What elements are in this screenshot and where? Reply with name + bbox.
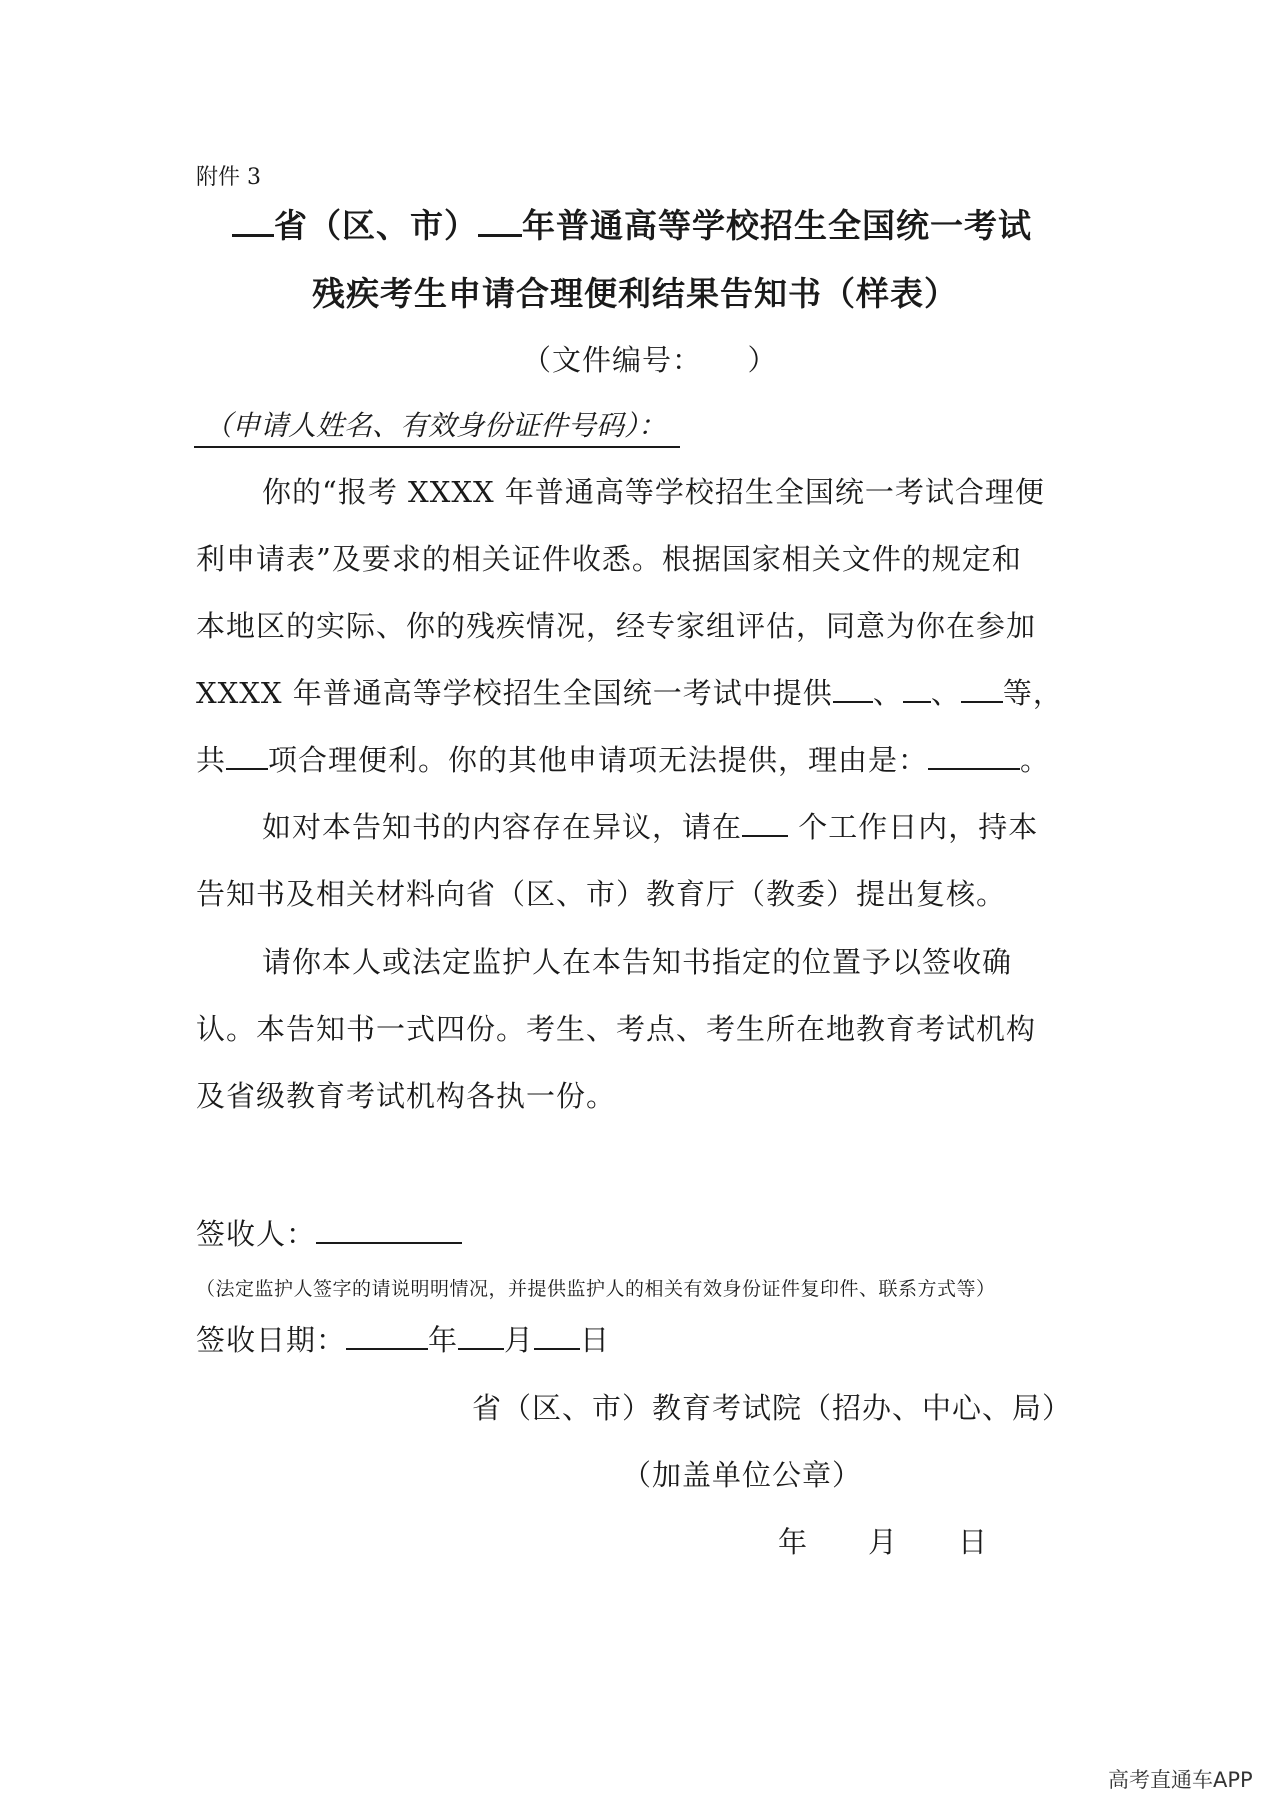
paragraph-1-line-1: 你的“报考 XXXX 年普通高等学校招生全国统一考试合理便 <box>262 475 1045 509</box>
accommodation-blank-1 <box>833 673 873 703</box>
sign-date-label: 签收日期： <box>196 1323 347 1357</box>
paragraph-2-line-1 <box>262 805 1038 846</box>
paragraph-3-line-1: 请你本人或法定监护人在本告知书指定的位置予以签收确 <box>262 945 1013 979</box>
sign-month-label: 月 <box>504 1323 535 1357</box>
recipient-blank <box>316 1214 462 1244</box>
issuer-name: 省（区、市）教育考试院（招办、中心、局） <box>472 1391 1073 1425</box>
issuer-seal: （加盖单位公章） <box>622 1458 863 1492</box>
sign-day-label: 日 <box>580 1323 611 1357</box>
paragraph-1-line-5-end: 。 <box>1020 743 1051 777</box>
title-line-1 <box>232 200 1032 247</box>
sign-day-blank <box>534 1320 580 1350</box>
paragraph-3-line-3: 及省级教育考试机构各执一份。 <box>196 1079 617 1113</box>
accommodation-blank-2 <box>903 673 931 703</box>
paragraph-1-line-5-b: 项合理便利。你的其他申请项无法提供，理由是： <box>268 743 929 777</box>
recipient-line <box>196 1212 462 1253</box>
year-blank <box>478 204 522 237</box>
paragraph-1-line-4 <box>196 671 1063 712</box>
watermark: 高考直通车APP <box>1108 1768 1253 1792</box>
sign-year-blank <box>346 1320 428 1350</box>
title-line-1-part-1: 省（区、市） <box>274 206 478 245</box>
count-blank <box>226 740 268 770</box>
paragraph-2-line-2: 告知书及相关材料向省（区、市）教育厅（教委）提出复核。 <box>196 877 1007 911</box>
paragraph-1-line-3: 本地区的实际、你的残疾情况，经专家组评估，同意为你在参加 <box>196 609 1037 643</box>
recipient-label: 签收人： <box>196 1217 317 1251</box>
title-line-1-part-2: 年普通高等学校招生全国统一考试 <box>522 206 1032 245</box>
paragraph-1-line-5-a: 共 <box>196 743 227 777</box>
issuer-date: 年 月 日 <box>778 1525 989 1559</box>
attachment-label: 附件 3 <box>196 165 261 190</box>
accommodation-blank-3 <box>961 673 1003 703</box>
paragraph-2-line-1-b: 个工作日内，持本 <box>788 810 1039 844</box>
guardian-note: （法定监护人签字的请说明明情况，并提供监护人的相关有效身份证件复印件、联系方式等） <box>196 1278 996 1300</box>
separator: 、 <box>930 676 961 710</box>
reason-blank <box>928 740 1020 770</box>
title-line-2: 残疾考生申请合理便利结果告知书（样表） <box>312 274 958 313</box>
province-blank <box>232 204 274 237</box>
sign-month-blank <box>458 1320 504 1350</box>
file-number: （文件编号： ） <box>522 343 778 377</box>
paragraph-1-line-4-text: XXXX 年普通高等学校招生全国统一考试中提供 <box>196 676 833 710</box>
paragraph-3-line-2: 认。本告知书一式四份。考生、考点、考生所在地教育考试机构 <box>196 1012 1037 1046</box>
paragraph-2-line-1-a: 如对本告知书的内容存在异议，请在 <box>262 810 743 844</box>
paragraph-1-line-5 <box>196 738 1050 779</box>
sign-date-line <box>196 1318 610 1359</box>
paragraph-1-line-2: 利申请表”及要求的相关证件收悉。根据国家相关文件的规定和 <box>196 542 1022 576</box>
sign-year-label: 年 <box>428 1323 459 1357</box>
working-days-blank <box>742 807 788 837</box>
separator: 、 <box>872 676 903 710</box>
addressee-line: （申请人姓名、有效身份证件号码）： <box>194 404 680 448</box>
paragraph-1-line-4-end: 等， <box>1002 676 1063 710</box>
